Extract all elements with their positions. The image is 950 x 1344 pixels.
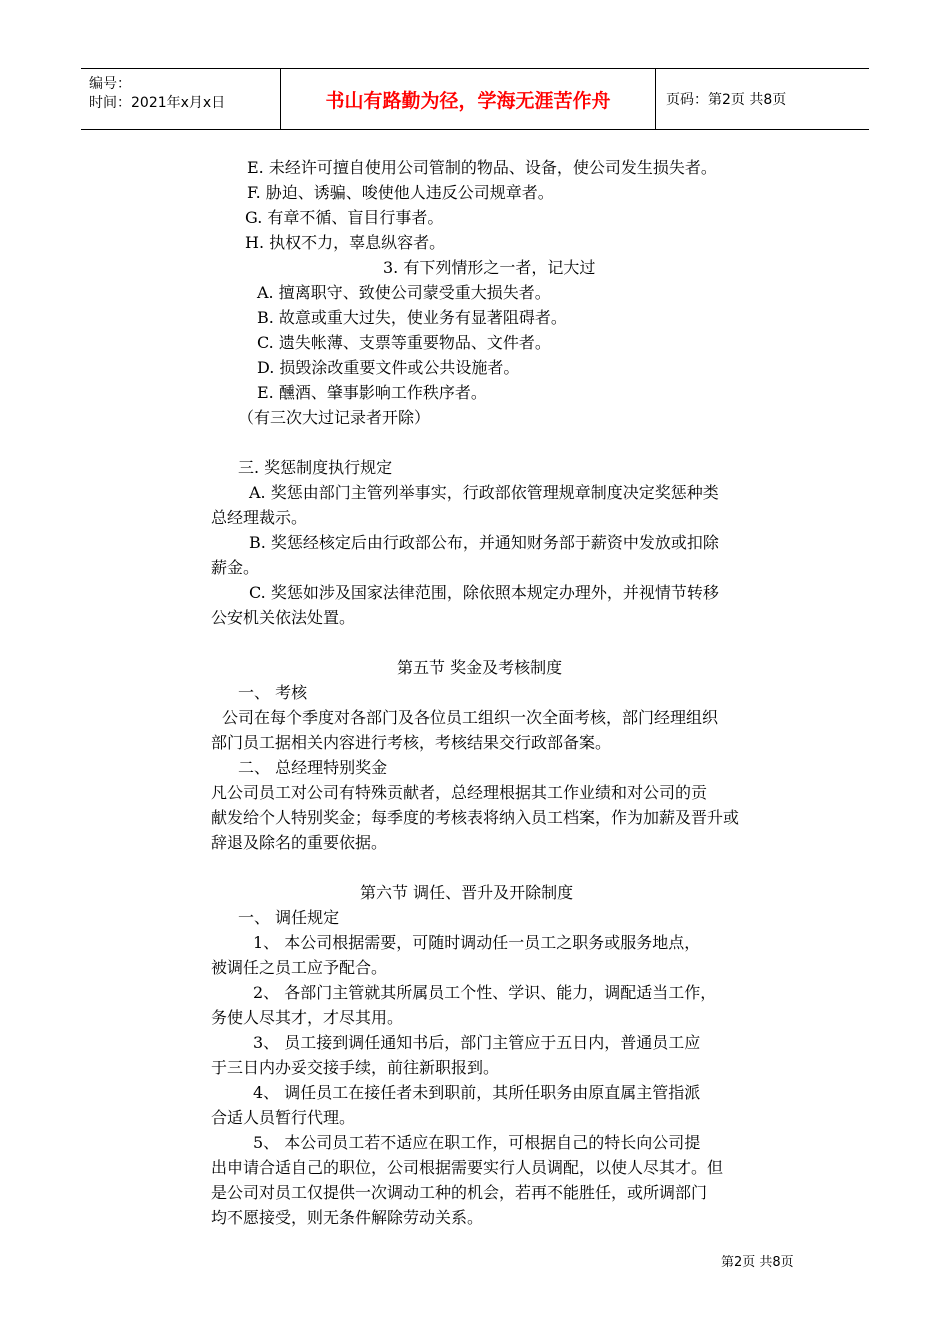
section-five-title: 第五节 奖金及考核制度	[397, 658, 563, 677]
paragraph-line: 出申请合适自己的职位，公司根据需要实行人员调配，以使人尽其才。但	[211, 1158, 724, 1177]
header-meta-cell	[81, 69, 281, 129]
page-footer-number: 第2页 共8页	[721, 1255, 794, 1270]
paragraph-line: 公安机关依法处置。	[211, 608, 356, 627]
section-six-title: 第六节 调任、晋升及开除制度	[360, 883, 574, 902]
paragraph-line: 薪金。	[211, 558, 260, 577]
paragraph-line: 2、 各部门主管就其所属员工个性、学识、能力，调配适当工作，	[253, 983, 717, 1002]
subsection-heading: 二、 总经理特别奖金	[238, 758, 388, 777]
paragraph-line: 于三日内办妥交接手续，前往新职报到。	[211, 1058, 500, 1077]
paragraph-line: 是公司对员工仅提供一次调动工种的机会，若再不能胜任，或所调部门	[211, 1183, 708, 1202]
header-motto: 书山有路勤为径，学海无涯苦作舟	[281, 69, 656, 129]
rule-line-h: H. 执权不力，辜息纵容者。	[245, 233, 446, 252]
header-page-number: 页码：第2页 共8页	[666, 92, 787, 108]
paragraph-line: 辞退及除名的重要依据。	[211, 833, 388, 852]
dismissal-note: （有三次大过记录者开除）	[238, 408, 431, 427]
rule-line-d2: D. 损毁涂改重要文件或公共设施者。	[257, 358, 520, 377]
rule-line-e2: E. 醺酒、肇事影响工作秩序者。	[257, 383, 487, 402]
rule-line-a2: A. 擅离职守、致使公司蒙受重大损失者。	[257, 283, 551, 302]
number-label: 编号：	[89, 76, 131, 92]
paragraph-line: 5、 本公司员工若不适应在职工作，可根据自己的特长向公司提	[253, 1133, 701, 1152]
paragraph-line: 合适人员暂行代理。	[211, 1108, 356, 1127]
paragraph-line: 总经理裁示。	[211, 508, 308, 527]
rule-line-g: G. 有章不循、盲目行事者。	[245, 208, 444, 227]
section-heading-execution: 三. 奖惩制度执行规定	[238, 458, 393, 477]
subsection-heading: 一、 考核	[238, 683, 308, 702]
subsection-heading: 一、 调任规定	[238, 908, 340, 927]
paragraph-line: 4、 调任员工在接任者未到职前，其所任职务由原直属主管指派	[253, 1083, 701, 1102]
paragraph-line: 务使人尽其才，才尽其用。	[211, 1008, 404, 1027]
rule-line-f: F. 胁迫、诱骗、唆使他人违反公司规章者。	[247, 183, 554, 202]
rule-line-e: E. 未经许可擅自使用公司管制的物品、设备，使公司发生损失者。	[247, 158, 717, 177]
paragraph-line: 公司在每个季度对各部门及各位员工组织一次全面考核，部门经理组织	[222, 708, 719, 727]
page-header-table	[81, 68, 869, 130]
section-heading-major-demerit: 3. 有下列情形之一者，记大过	[383, 258, 596, 277]
paragraph-line: C. 奖惩如涉及国家法律范围，除依照本规定办理外，并视情节转移	[249, 583, 719, 602]
paragraph-line: 1、 本公司根据需要，可随时调动任一员工之职务或服务地点，	[253, 933, 701, 952]
paragraph-line: 被调任之员工应予配合。	[211, 958, 388, 977]
paragraph-line: 部门员工据相关内容进行考核，考核结果交行政部备案。	[211, 733, 612, 752]
rule-line-b2: B. 故意或重大过失，使业务有显著阻碍者。	[257, 308, 567, 327]
paragraph-line: 凡公司员工对公司有特殊贡献者，总经理根据其工作业绩和对公司的贡	[211, 783, 708, 802]
rule-line-c2: C. 遗失帐薄、支票等重要物品、文件者。	[257, 333, 551, 352]
paragraph-line: A. 奖惩由部门主管列举事实，行政部依管理规章制度决定奖惩种类	[249, 483, 719, 502]
time-label: 时间：2021年x月x日	[89, 95, 226, 111]
paragraph-line: 3、 员工接到调任通知书后，部门主管应于五日内，普通员工应	[253, 1033, 701, 1052]
paragraph-line: B. 奖惩经核定后由行政部公布，并通知财务部于薪资中发放或扣除	[249, 533, 719, 552]
paragraph-line: 均不愿接受，则无条件解除劳动关系。	[211, 1208, 484, 1227]
paragraph-line: 献发给个人特别奖金；每季度的考核表将纳入员工档案，作为加薪及晋升或	[211, 808, 740, 827]
